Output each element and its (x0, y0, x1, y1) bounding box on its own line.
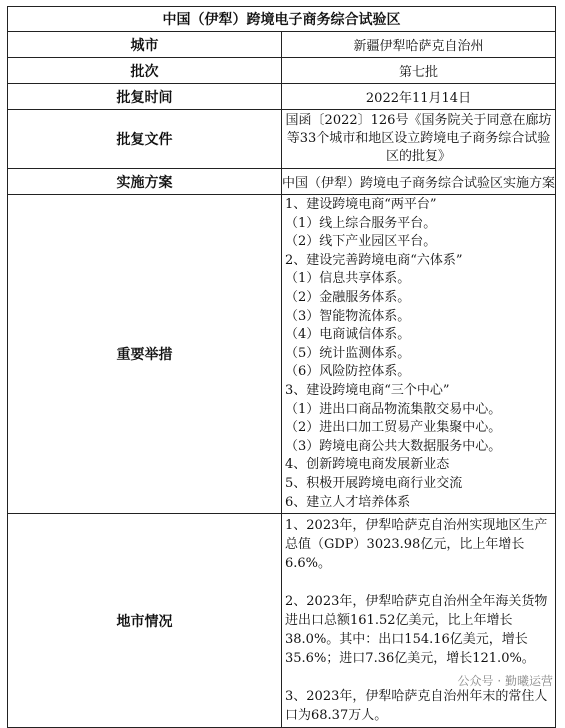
list-item: （2）进出口加工贸易产业集聚中心。 (285, 420, 502, 436)
info-table (7, 6, 556, 728)
list-item: （6）风险防控体系。 (285, 364, 411, 380)
measures-label: 重要举措 (8, 195, 282, 514)
situation-content (282, 514, 556, 728)
plan-value: 中国（伊犁）跨境电子商务综合试验区实施方案 (282, 169, 556, 195)
watermark: 公众号 · 勤曦运营 (457, 674, 553, 688)
list-item: 2、建设完善跨境电商“六体系” (285, 252, 463, 268)
city-label: 城市 (8, 32, 282, 58)
approval-doc-label: 批复文件 (8, 110, 282, 169)
city-value: 新疆伊犁哈萨克自治州 (282, 32, 556, 58)
list-item: 5、积极开展跨境电商行业交流 (285, 475, 463, 491)
batch-value: 第七批 (282, 58, 556, 84)
list-item: 4、创新跨境电商发展新业态 (285, 457, 450, 473)
measures-list (282, 195, 556, 514)
list-item: （1）进出口商品物流集散交易中心。 (285, 401, 502, 417)
plan-label: 实施方案 (8, 169, 282, 195)
list-item: 1、建设跨境电商“两平台” (285, 197, 437, 212)
list-item: （1）信息共享体系。 (285, 271, 411, 287)
list-item: （4）电商诚信体系。 (285, 327, 411, 343)
list-item: （5）统计监测体系。 (285, 345, 411, 361)
situation-paragraph: 2、2023年，伊犁哈萨克自治州全年海关货物进出口总额161.52亿美元，比上年增长38.0%。其中：出口154.16亿美元，增长35.6%；进口7.36亿美元，增长121.0%。 (285, 594, 548, 667)
situation-paragraph: 1、2023年，伊犁哈萨克自治州实现地区生产总值（GDP）3023.98亿元，比上年增长6.6%。 (285, 518, 548, 572)
list-item: （1）线上综合服务平台。 (285, 215, 437, 231)
approval-doc-value: 国函〔2022〕126号《国务院关于同意在廊坊等33个城市和地区设立跨境电子商务综合试验区的批复》 (282, 110, 556, 169)
batch-label: 批次 (8, 58, 282, 84)
situation-paragraph: 3、2023年，伊犁哈萨克自治州年末的常住人口为68.37万人。 (285, 689, 548, 724)
approval-time-label: 批复时间 (8, 84, 282, 110)
situation-label: 地市情况 (8, 514, 282, 728)
list-item: （2）金融服务体系。 (285, 289, 411, 305)
list-item: 6、建立人才培养体系 (285, 494, 411, 510)
list-item: 3、建设跨境电商“三个中心” (285, 382, 450, 398)
list-item: （3）智能物流体系。 (285, 308, 411, 324)
table-title: 中国（伊犁）跨境电子商务综合试验区 (8, 7, 556, 32)
list-item: （2）线下产业园区平台。 (285, 234, 437, 250)
list-item: （3）跨境电商公共大数据服务中心。 (285, 438, 502, 454)
approval-time-value: 2022年11月14日 (282, 84, 556, 110)
